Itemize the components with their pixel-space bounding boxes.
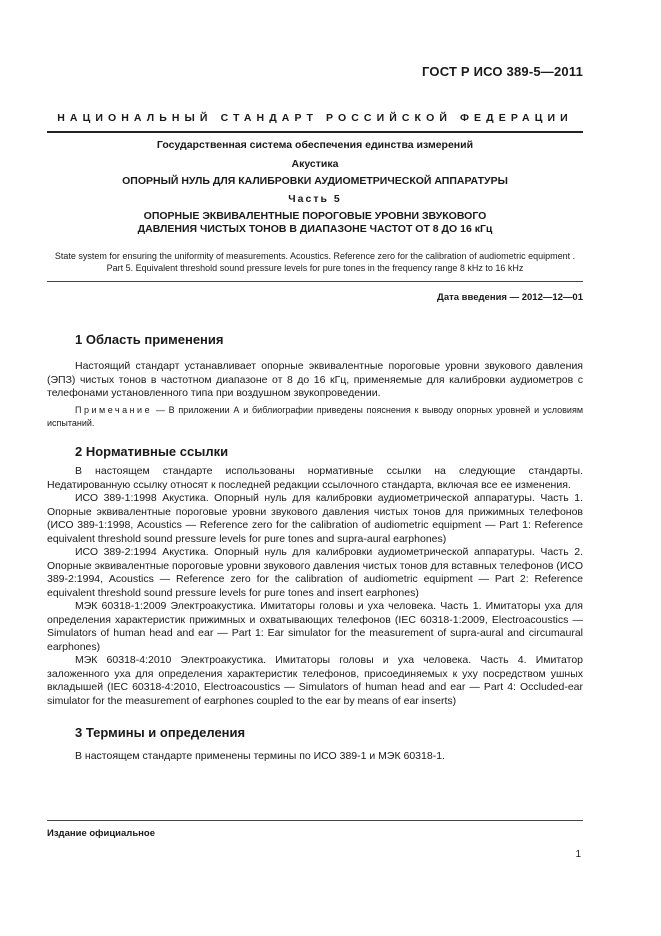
english-title: State system for ensuring the uniformity of measurements. Acoustics. Reference zero for the calibration of audiometric equipment . Part 5. Equivalent threshold sound pressure levels for pure tones in the frequency range 8 kHz to 16 kHz bbox=[54, 251, 576, 273]
section-1-heading: 1 Область применения bbox=[75, 332, 224, 347]
title-system: Государственная система обеспечения единства измерений bbox=[156, 139, 474, 151]
page-number: 1 bbox=[575, 849, 581, 860]
section-1-note bbox=[47, 404, 583, 429]
section-1-paragraph: Настоящий стандарт устанавливает опорные эквивалентные пороговые уровни звукового давления (ЭПЗ) чистых тонов в частотном диапазоне от 8 до 16 кГц, применяемые для калибровки аудиометров с телефонами установленного типа при воздушном звукопроведении. bbox=[47, 360, 583, 399]
national-standard-banner: НАЦИОНАЛЬНЫЙ СТАНДАРТ РОССИЙСКОЙ ФЕДЕРАЦИИ bbox=[57, 112, 573, 124]
reference-iec-60318-1: МЭК 60318-1:2009 Электроакустика. Имитаторы головы и уха человека. Часть 1. Имитаторы уха для определения характеристик прижимных и охватывающих телефонов (IEC 60318-1:2009, Electroacoustics — Simulators of human head and ear — Part 1: Ear simulator for the measurement of supra-aural and circumaural earphones) bbox=[47, 600, 583, 653]
title-part: Часть 5 bbox=[288, 193, 342, 205]
section-1-body bbox=[47, 360, 583, 401]
reference-iso-389-2: ИСО 389-2:1994 Акустика. Опорный нуль для калибровки аудиометрической аппаратуры. Часть 2. Опорные эквивалентные пороговые уровни звукового давления чистых тонов для вставных телефонов (ИСО 389-2:1994, Acoustics — Reference zero for the calibration of audiometric equipment — Part 2: Reference equivalent threshold sound pressure levels for pure tones and insert earphones) bbox=[47, 546, 583, 599]
note-text: — В приложении А и библиографии приведены пояснения к выводу опорных уровней и условиям испытаний. bbox=[47, 405, 583, 428]
official-edition-label: Издание официальное bbox=[47, 828, 155, 839]
reference-iec-60318-4: МЭК 60318-4:2010 Электроакустика. Имитаторы головы и уха человека. Часть 4. Имитатор заложенного уха для определения характеристик телефонов, присоединяемых к уху посредством ушных вкладышей (IEC 60318-4:2010, Electroacoustics — Simulators of human head and ear — Part 4: Occluded-ear simulator for the measurement of earphones coupled to the ear by means of ear inserts) bbox=[47, 654, 583, 707]
standard-code: ГОСТ Р ИСО 389-5—2011 bbox=[422, 64, 583, 79]
top-divider bbox=[47, 131, 583, 133]
section-2-paragraph: В настоящем стандарте использованы нормативные ссылки на следующие стандарты. Недатированную ссылку относят к последней редакции ссылочного стандарта, включая все ее изменения. bbox=[47, 465, 583, 491]
section-2-body bbox=[47, 465, 583, 708]
section-3-heading: 3 Термины и определения bbox=[75, 725, 246, 740]
subtitle-line-1: ОПОРНЫЕ ЭКВИВАЛЕНТНЫЕ ПОРОГОВЫЕ УРОВНИ ЗВУКОВОГО bbox=[143, 210, 487, 222]
title-main: ОПОРНЫЙ НУЛЬ ДЛЯ КАЛИБРОВКИ АУДИОМЕТРИЧЕСКОЙ АППАРАТУРЫ bbox=[122, 175, 508, 187]
section-2-heading: 2 Нормативные ссылки bbox=[75, 444, 229, 459]
subtitle-line-2: ДАВЛЕНИЯ ЧИСТЫХ ТОНОВ В ДИАПАЗОНЕ ЧАСТОТ ОТ 8 ДО 16 кГц bbox=[137, 223, 493, 235]
title-subtitle bbox=[47, 210, 583, 236]
section-3-body bbox=[47, 750, 583, 764]
footer-divider bbox=[47, 820, 583, 821]
section-3-paragraph: В настоящем стандарте применены термины по ИСО 389-1 и МЭК 60318-1. bbox=[75, 750, 445, 762]
note-label: Примечание bbox=[75, 405, 153, 415]
title-field: Акустика bbox=[291, 158, 339, 170]
middle-divider bbox=[47, 281, 583, 282]
introduction-date: Дата введения — 2012—12—01 bbox=[437, 292, 583, 303]
reference-iso-389-1: ИСО 389-1:1998 Акустика. Опорный нуль для калибровки аудиометрической аппаратуры. Часть 1. Опорные эквивалентные пороговые уровни звукового давления чистых тонов для прижимных телефонов (ИСО 389-1:1998, Acoustics — Reference zero for the calibration of audiometric equipment — Part 1: Reference equivalent threshold sound pressure levels for pure tones and supra-aural earphones) bbox=[47, 492, 583, 545]
